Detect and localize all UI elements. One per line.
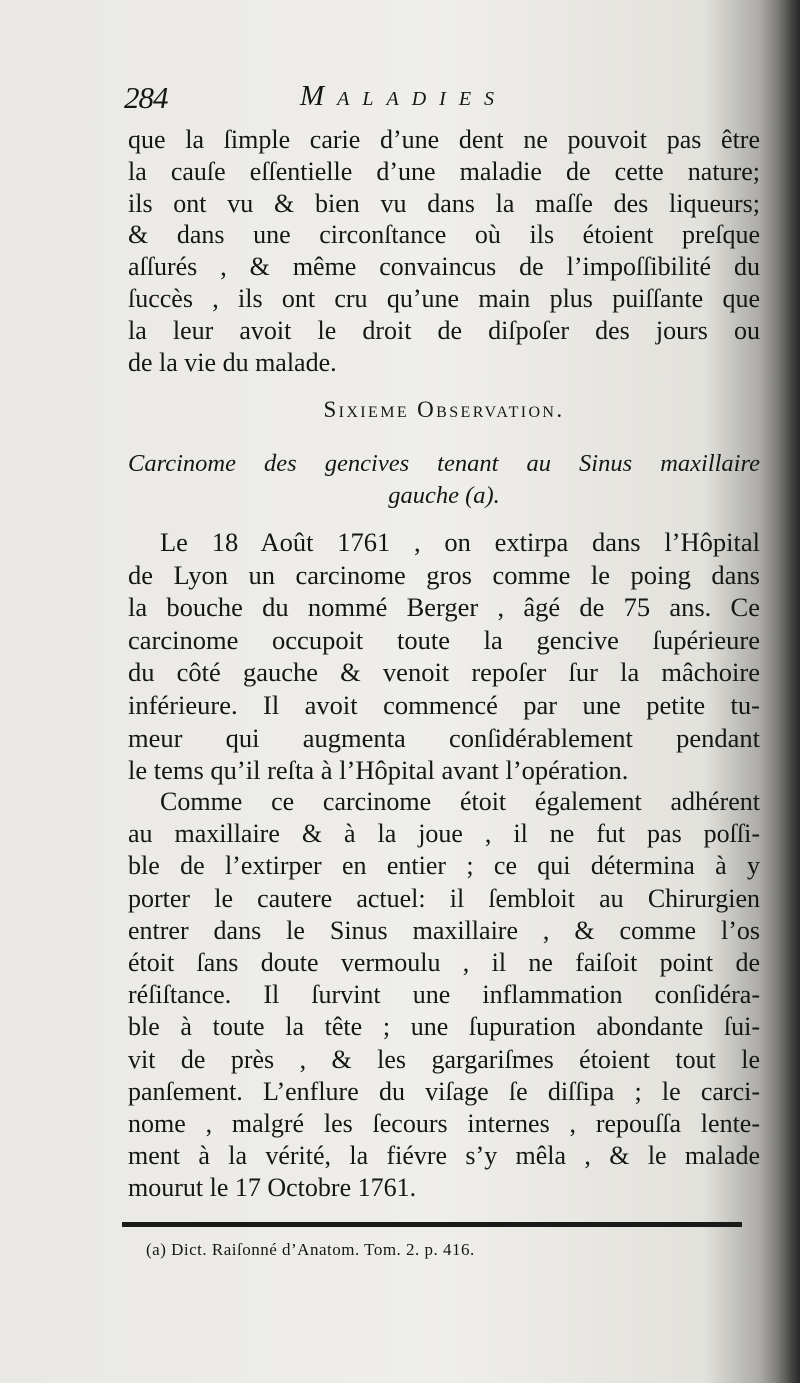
text-line: ils ont vu & bien vu dans la maſſe des liqueurs;	[128, 188, 760, 218]
observation-paragraph-2	[128, 786, 760, 1205]
text-line: ſuccès , ils ont cru qu’une main plus puiſſante que	[128, 283, 760, 313]
text-line: la leur avoit le droit de diſpoſer des jours ou	[128, 315, 760, 345]
observation-paragraph-1	[128, 526, 760, 787]
text-line: de Lyon un carcinome gros comme le poing dans	[128, 559, 760, 590]
text-line: meur qui augmenta conſidérablement pendant	[128, 722, 760, 753]
text-line: Le 18 Août 1761 , on extirpa dans l’Hôpital	[160, 527, 760, 557]
text-line: ble à toute la tête ; une ſupuration abondante ſui-	[128, 1012, 760, 1042]
text-line: réſiſtance. Il ſurvint une inflammation conſidéra-	[128, 980, 760, 1010]
text-line: du côté gauche & venoit repoſer ſur la mâchoire	[128, 657, 760, 688]
text-line: la bouche du nommé Berger , âgé de 75 ans. Ce	[128, 592, 760, 623]
text-line: carcinome occupoit toute la gencive ſupérieure	[128, 624, 760, 655]
footnote-rule	[122, 1222, 742, 1227]
text-line: porter le cautere actuel: il ſembloit au Chirurgien	[128, 883, 760, 913]
text-line: entrer dans le Sinus maxillaire , & comme l’os	[128, 915, 760, 945]
text-line: vit de près , & les gargariſmes étoient tout le	[128, 1044, 760, 1074]
text-line: nome , malgré les ſecours internes , repouſſa lente-	[128, 1109, 760, 1139]
text-line: panſement. L’enflure du viſage ſe diſſipa ; le carci-	[128, 1076, 760, 1106]
running-title: Maladies	[300, 80, 508, 112]
text-line: que la ſimple carie d’une dent ne pouvoit pas être	[128, 125, 760, 154]
intro-paragraph	[128, 124, 760, 378]
footnote: (a) Dict. Raiſonné d’Anatom. Tom. 2. p. 416.	[146, 1240, 475, 1259]
text-line: & dans une circonſtance où ils étoient preſque	[128, 220, 760, 250]
section-subtitle	[128, 448, 760, 512]
text-line: inférieure. Il avoit commencé par une petite tu-	[128, 689, 760, 720]
text-line: Comme ce carcinome étoit également adhérent	[160, 787, 760, 816]
page-number: 284	[124, 80, 168, 115]
text-line: ment à la vérité, la fiévre s’y mêla , & le malade	[128, 1141, 760, 1171]
text-line: étoit ſans doute vermoulu , il ne faiſoit point de	[128, 948, 760, 978]
text-line: ble de l’extirper en entier ; ce qui détermina à y	[128, 851, 760, 881]
text-line: mourut le 17 Octobre 1761.	[128, 1173, 417, 1203]
text-line: le tems qu’il reſta à l’Hôpital avant l’opération.	[128, 755, 629, 786]
text-line: la cauſe eſſentielle d’une maladie de cette nature;	[128, 156, 760, 186]
text-line: aſſurés , & même convaincus de l’impoſſibilité du	[128, 252, 760, 282]
section-heading: Sixieme Observation.	[323, 397, 565, 422]
running-head	[124, 80, 764, 120]
text-line: au maxillaire & à la joue , il ne fut pas poſſi-	[128, 819, 760, 849]
text-line: de la vie du malade.	[128, 347, 337, 377]
subtitle-line: gauche (a).	[388, 482, 500, 509]
subtitle-line: Carcinome des gencives tenant au Sinus maxillaire	[128, 450, 760, 477]
